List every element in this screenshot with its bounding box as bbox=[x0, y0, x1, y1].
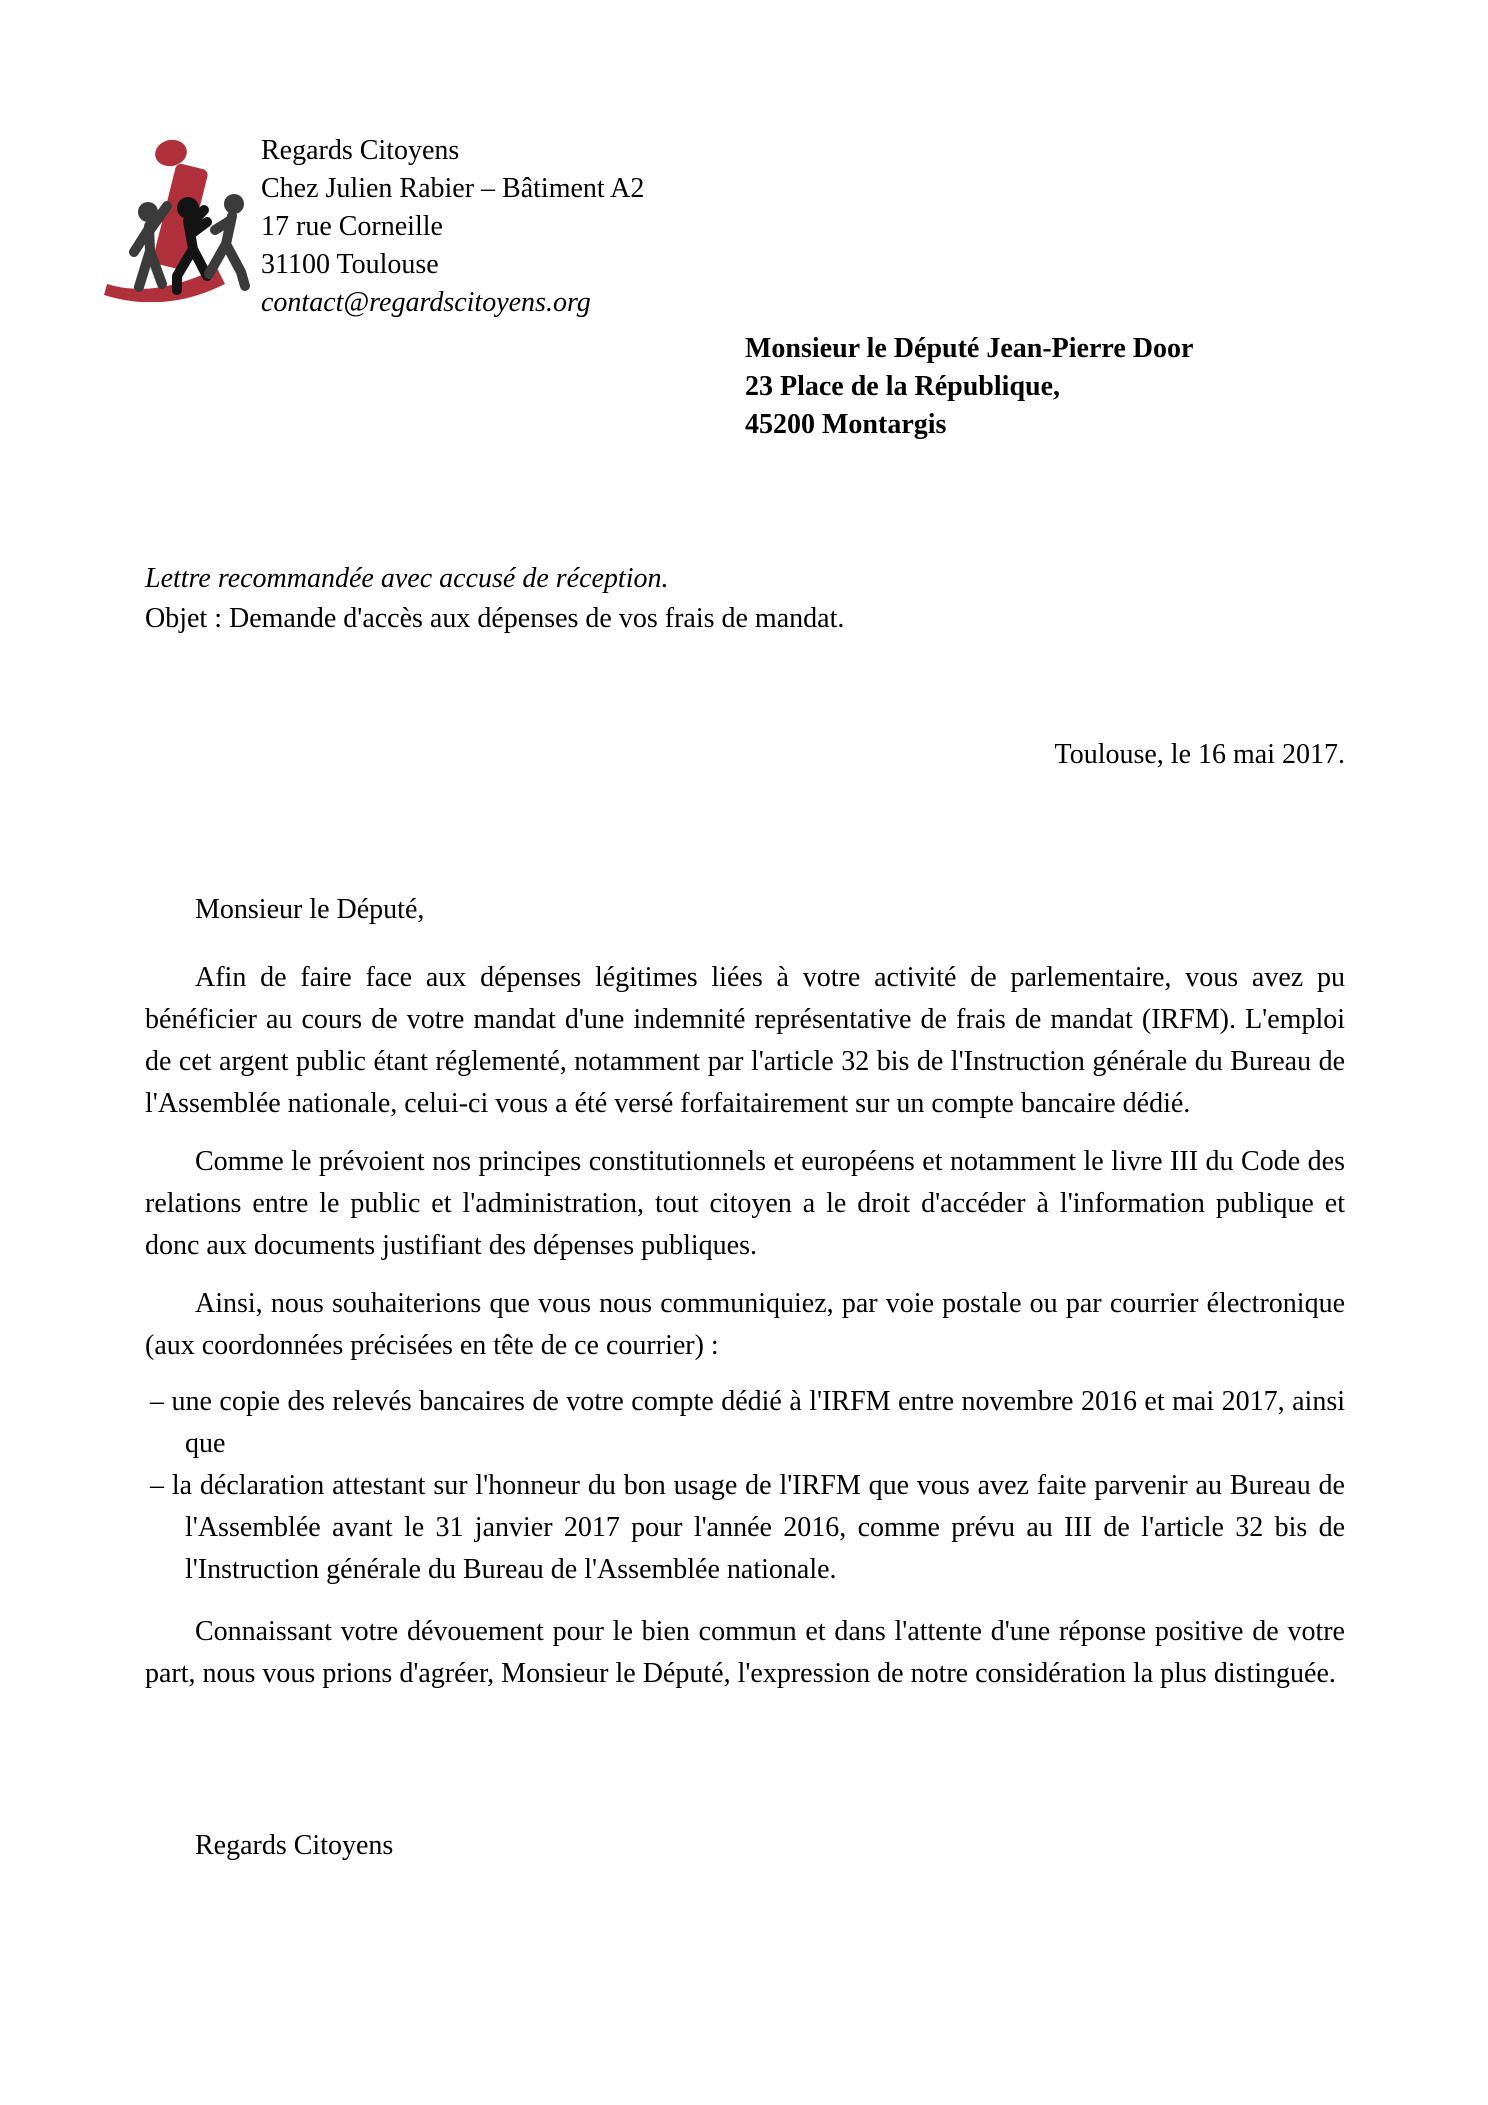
recipient-street: 23 Place de la République, bbox=[745, 371, 1061, 402]
letterhead bbox=[145, 132, 1345, 322]
sender-org-name: Regards Citoyens bbox=[261, 135, 460, 166]
people-holding-letter-i-icon bbox=[103, 134, 255, 302]
recipient-name: Monsieur le Député Jean-Pierre Door bbox=[745, 333, 1194, 364]
requested-documents-list bbox=[145, 1381, 1345, 1591]
subject-line: Objet : Demande d'accès aux dépenses de vos frais de mandat. bbox=[145, 603, 845, 634]
regards-citoyens-logo bbox=[103, 132, 255, 310]
closing-paragraph: Connaissant votre dévouement pour le bien commun et dans l'attente d'une réponse positive de votre part, nous vous prions d'agréer, Monsieur le Député, l'expression de notre considération la plus distinguée. bbox=[145, 1616, 1345, 1689]
signature: Regards Citoyens bbox=[195, 1830, 394, 1861]
sender-email: contact@regardscitoyens.org bbox=[261, 287, 591, 318]
body-paragraph: Ainsi, nous souhaiterions que vous nous communiquiez, par voie postale ou par courrier électronique (aux coordonnées précisées en tête de ce courrier) : bbox=[145, 1288, 1345, 1361]
recipient-city: 45200 Montargis bbox=[745, 409, 947, 440]
registered-mail-notice: Lettre recommandée avec accusé de réception. bbox=[145, 563, 669, 594]
body-paragraph: Afin de faire face aux dépenses légitimes liées à votre activité de parlementaire, vous avez pu bénéficier au cours de votre mandat d'une indemnité représentative de frais de mandat (IRFM). L'emploi de cet argent public étant réglementé, notamment par l'article 32 bis de l'Instruction générale du Bureau de l'Assemblée nationale, celui-ci vous a été versé forfaitairement sur un compte bancaire dédié. bbox=[145, 962, 1345, 1119]
recipient-address-block bbox=[745, 330, 1345, 444]
reference-block bbox=[145, 559, 1345, 639]
date-line: Toulouse, le 16 mai 2017. bbox=[1054, 739, 1345, 770]
sender-address-block bbox=[261, 132, 644, 322]
salutation: Monsieur le Député, bbox=[195, 894, 425, 925]
sender-address-line: Chez Julien Rabier – Bâtiment A2 bbox=[261, 173, 645, 204]
sender-street: 17 rue Corneille bbox=[261, 211, 443, 242]
sender-city: 31100 Toulouse bbox=[261, 249, 439, 280]
list-item: – la déclaration attestant sur l'honneur du bon usage de l'IRFM que vous avez faite parvenir au Bureau de l'Assemblée avant le 31 janvier 2017 pour l'année 2016, comme prévu au III de l'article 32 bis de l'Instruction générale du Bureau de l'Assemblée nationale. bbox=[150, 1470, 1345, 1585]
list-item: – une copie des relevés bancaires de votre compte dédié à l'IRFM entre novembre 2016 et mai 2017, ainsi que bbox=[150, 1386, 1345, 1459]
body-paragraph: Comme le prévoient nos principes constitutionnels et européens et notamment le livre III du Code des relations entre le public et l'administration, tout citoyen a le droit d'accéder à l'information publique et donc aux documents justifiant des dépenses publiques. bbox=[145, 1146, 1345, 1261]
